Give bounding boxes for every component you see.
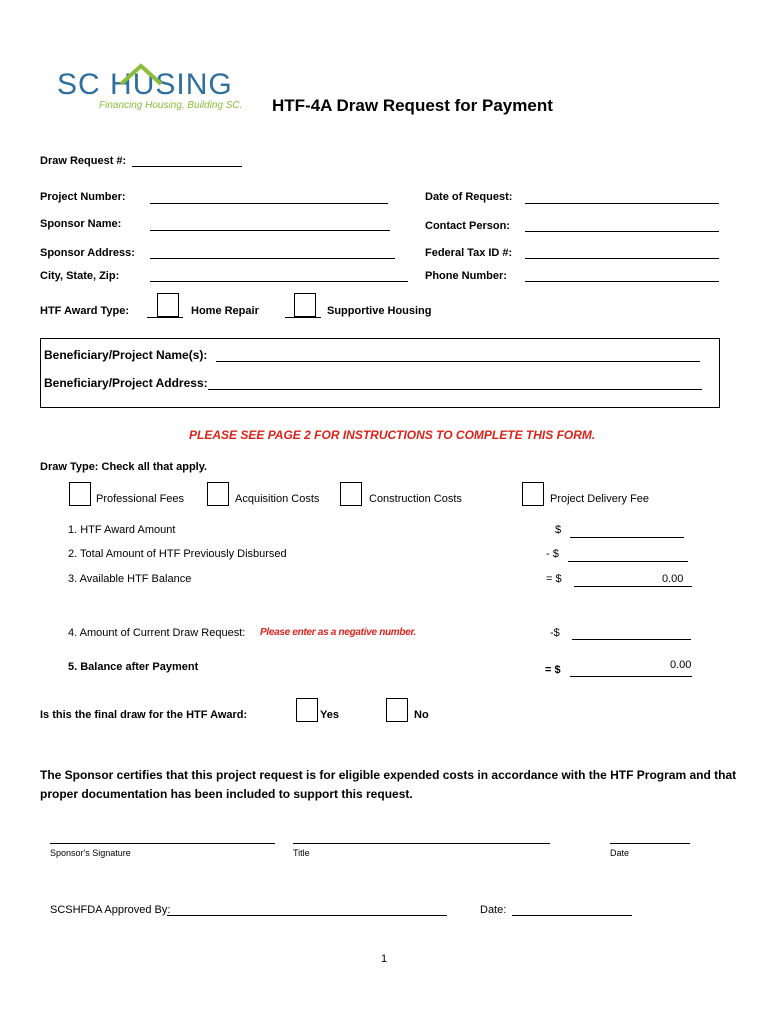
row3-label: 3. Available HTF Balance — [68, 573, 192, 585]
row1-amount-field[interactable] — [570, 537, 684, 538]
sponsor-name-label: Sponsor Name: — [40, 218, 122, 230]
supportive-housing-label: Supportive Housing — [327, 305, 432, 317]
page-title: HTF-4A Draw Request for Payment — [272, 96, 553, 115]
title-label: Title — [293, 848, 310, 858]
phone-number-field[interactable] — [525, 281, 719, 282]
acquisition-costs-checkbox[interactable] — [207, 482, 229, 506]
instructions-notice: PLEASE SEE PAGE 2 FOR INSTRUCTIONS TO COMPLETE THIS FORM. — [189, 428, 596, 442]
project-delivery-fee-checkbox[interactable] — [522, 482, 544, 506]
contact-person-label: Contact Person: — [425, 220, 510, 232]
sponsor-signature-field[interactable] — [50, 843, 275, 844]
row5-label: 5. Balance after Payment — [68, 661, 199, 673]
row3-value: 0.00 — [662, 573, 684, 585]
final-draw-no-checkbox[interactable] — [386, 698, 408, 722]
approved-by-field[interactable] — [167, 915, 447, 916]
final-draw-yes-checkbox[interactable] — [296, 698, 318, 722]
sponsor-address-label: Sponsor Address: — [40, 247, 135, 259]
supportive-housing-checkbox[interactable] — [294, 293, 316, 317]
row4-label: 4. Amount of Current Draw Request: — [68, 627, 246, 639]
house-roof-icon — [117, 62, 165, 86]
row5-value: 0.00 — [670, 659, 692, 671]
logo — [55, 68, 255, 118]
home-repair-checkbox[interactable] — [157, 293, 179, 317]
title-field[interactable] — [293, 843, 550, 844]
approved-by-label: SCSHFDA Approved By: — [50, 904, 171, 916]
date-of-request-field[interactable] — [525, 203, 719, 204]
professional-fees-checkbox[interactable] — [69, 482, 91, 506]
row3-prefix: = $ — [546, 573, 562, 585]
row1-label: 1. HTF Award Amount — [68, 524, 176, 536]
page-number: 1 — [381, 953, 388, 965]
signature-date-field[interactable] — [610, 843, 690, 844]
row1-prefix: $ — [555, 524, 562, 536]
logo-tagline: Financing Housing, Building SC. — [99, 100, 243, 111]
sponsor-address-field[interactable] — [150, 258, 395, 259]
approval-date-field[interactable] — [512, 915, 632, 916]
final-draw-yes-label: Yes — [320, 709, 339, 721]
city-state-zip-label: City, State, Zip: — [40, 270, 120, 282]
project-number-label: Project Number: — [40, 191, 126, 203]
logo-text-right: USING — [132, 68, 233, 101]
draw-request-label: Draw Request #: — [40, 155, 127, 167]
acquisition-costs-label: Acquisition Costs — [235, 493, 320, 505]
row2-amount-field[interactable] — [568, 561, 688, 562]
row4-prefix: -$ — [550, 627, 560, 639]
professional-fees-label: Professional Fees — [96, 493, 185, 505]
draw-request-field[interactable] — [132, 166, 242, 167]
beneficiary-names-field[interactable] — [216, 361, 700, 362]
final-draw-label: Is this the final draw for the HTF Award: — [40, 709, 248, 721]
home-repair-label: Home Repair — [191, 305, 259, 317]
award-type-underline-1 — [147, 317, 183, 318]
row3-amount-field — [574, 586, 692, 587]
date-of-request-label: Date of Request: — [425, 191, 513, 203]
final-draw-no-label: No — [414, 709, 429, 721]
contact-person-field[interactable] — [525, 231, 719, 232]
beneficiary-names-label: Beneficiary/Project Name(s): — [44, 348, 208, 362]
sponsor-signature-label: Sponsor's Signature — [50, 848, 131, 858]
row2-prefix: - $ — [546, 548, 559, 560]
certification-text: The Sponsor certifies that this project request is for eligible expended costs in accordance with the HTF Program and that proper documentation has been included to support this request. — [40, 768, 737, 801]
federal-tax-id-field[interactable] — [525, 258, 719, 259]
signature-date-label: Date — [610, 848, 630, 858]
award-type-label: HTF Award Type: — [40, 305, 130, 317]
award-type-underline-2 — [285, 317, 321, 318]
federal-tax-id-label: Federal Tax ID #: — [425, 247, 513, 259]
beneficiary-address-label: Beneficiary/Project Address: — [44, 376, 208, 390]
draw-type-label: Draw Type: Check all that apply. — [40, 461, 208, 473]
beneficiary-address-field[interactable] — [208, 389, 702, 390]
phone-number-label: Phone Number: — [425, 270, 507, 282]
row4-amount-field[interactable] — [572, 639, 691, 640]
construction-costs-checkbox[interactable] — [340, 482, 362, 506]
city-state-zip-field[interactable] — [150, 281, 408, 282]
row2-label: 2. Total Amount of HTF Previously Disbursed — [68, 548, 287, 560]
project-delivery-fee-label: Project Delivery Fee — [550, 493, 650, 505]
row5-amount-field — [570, 676, 692, 677]
row5-prefix: = $ — [545, 664, 561, 676]
sponsor-name-field[interactable] — [150, 230, 390, 231]
logo-text-left: SC H — [57, 68, 133, 101]
project-number-field[interactable] — [150, 203, 388, 204]
row4-note: Please enter as a negative number. — [260, 627, 416, 638]
approval-date-label: Date: — [480, 904, 507, 916]
construction-costs-label: Construction Costs — [369, 493, 462, 505]
